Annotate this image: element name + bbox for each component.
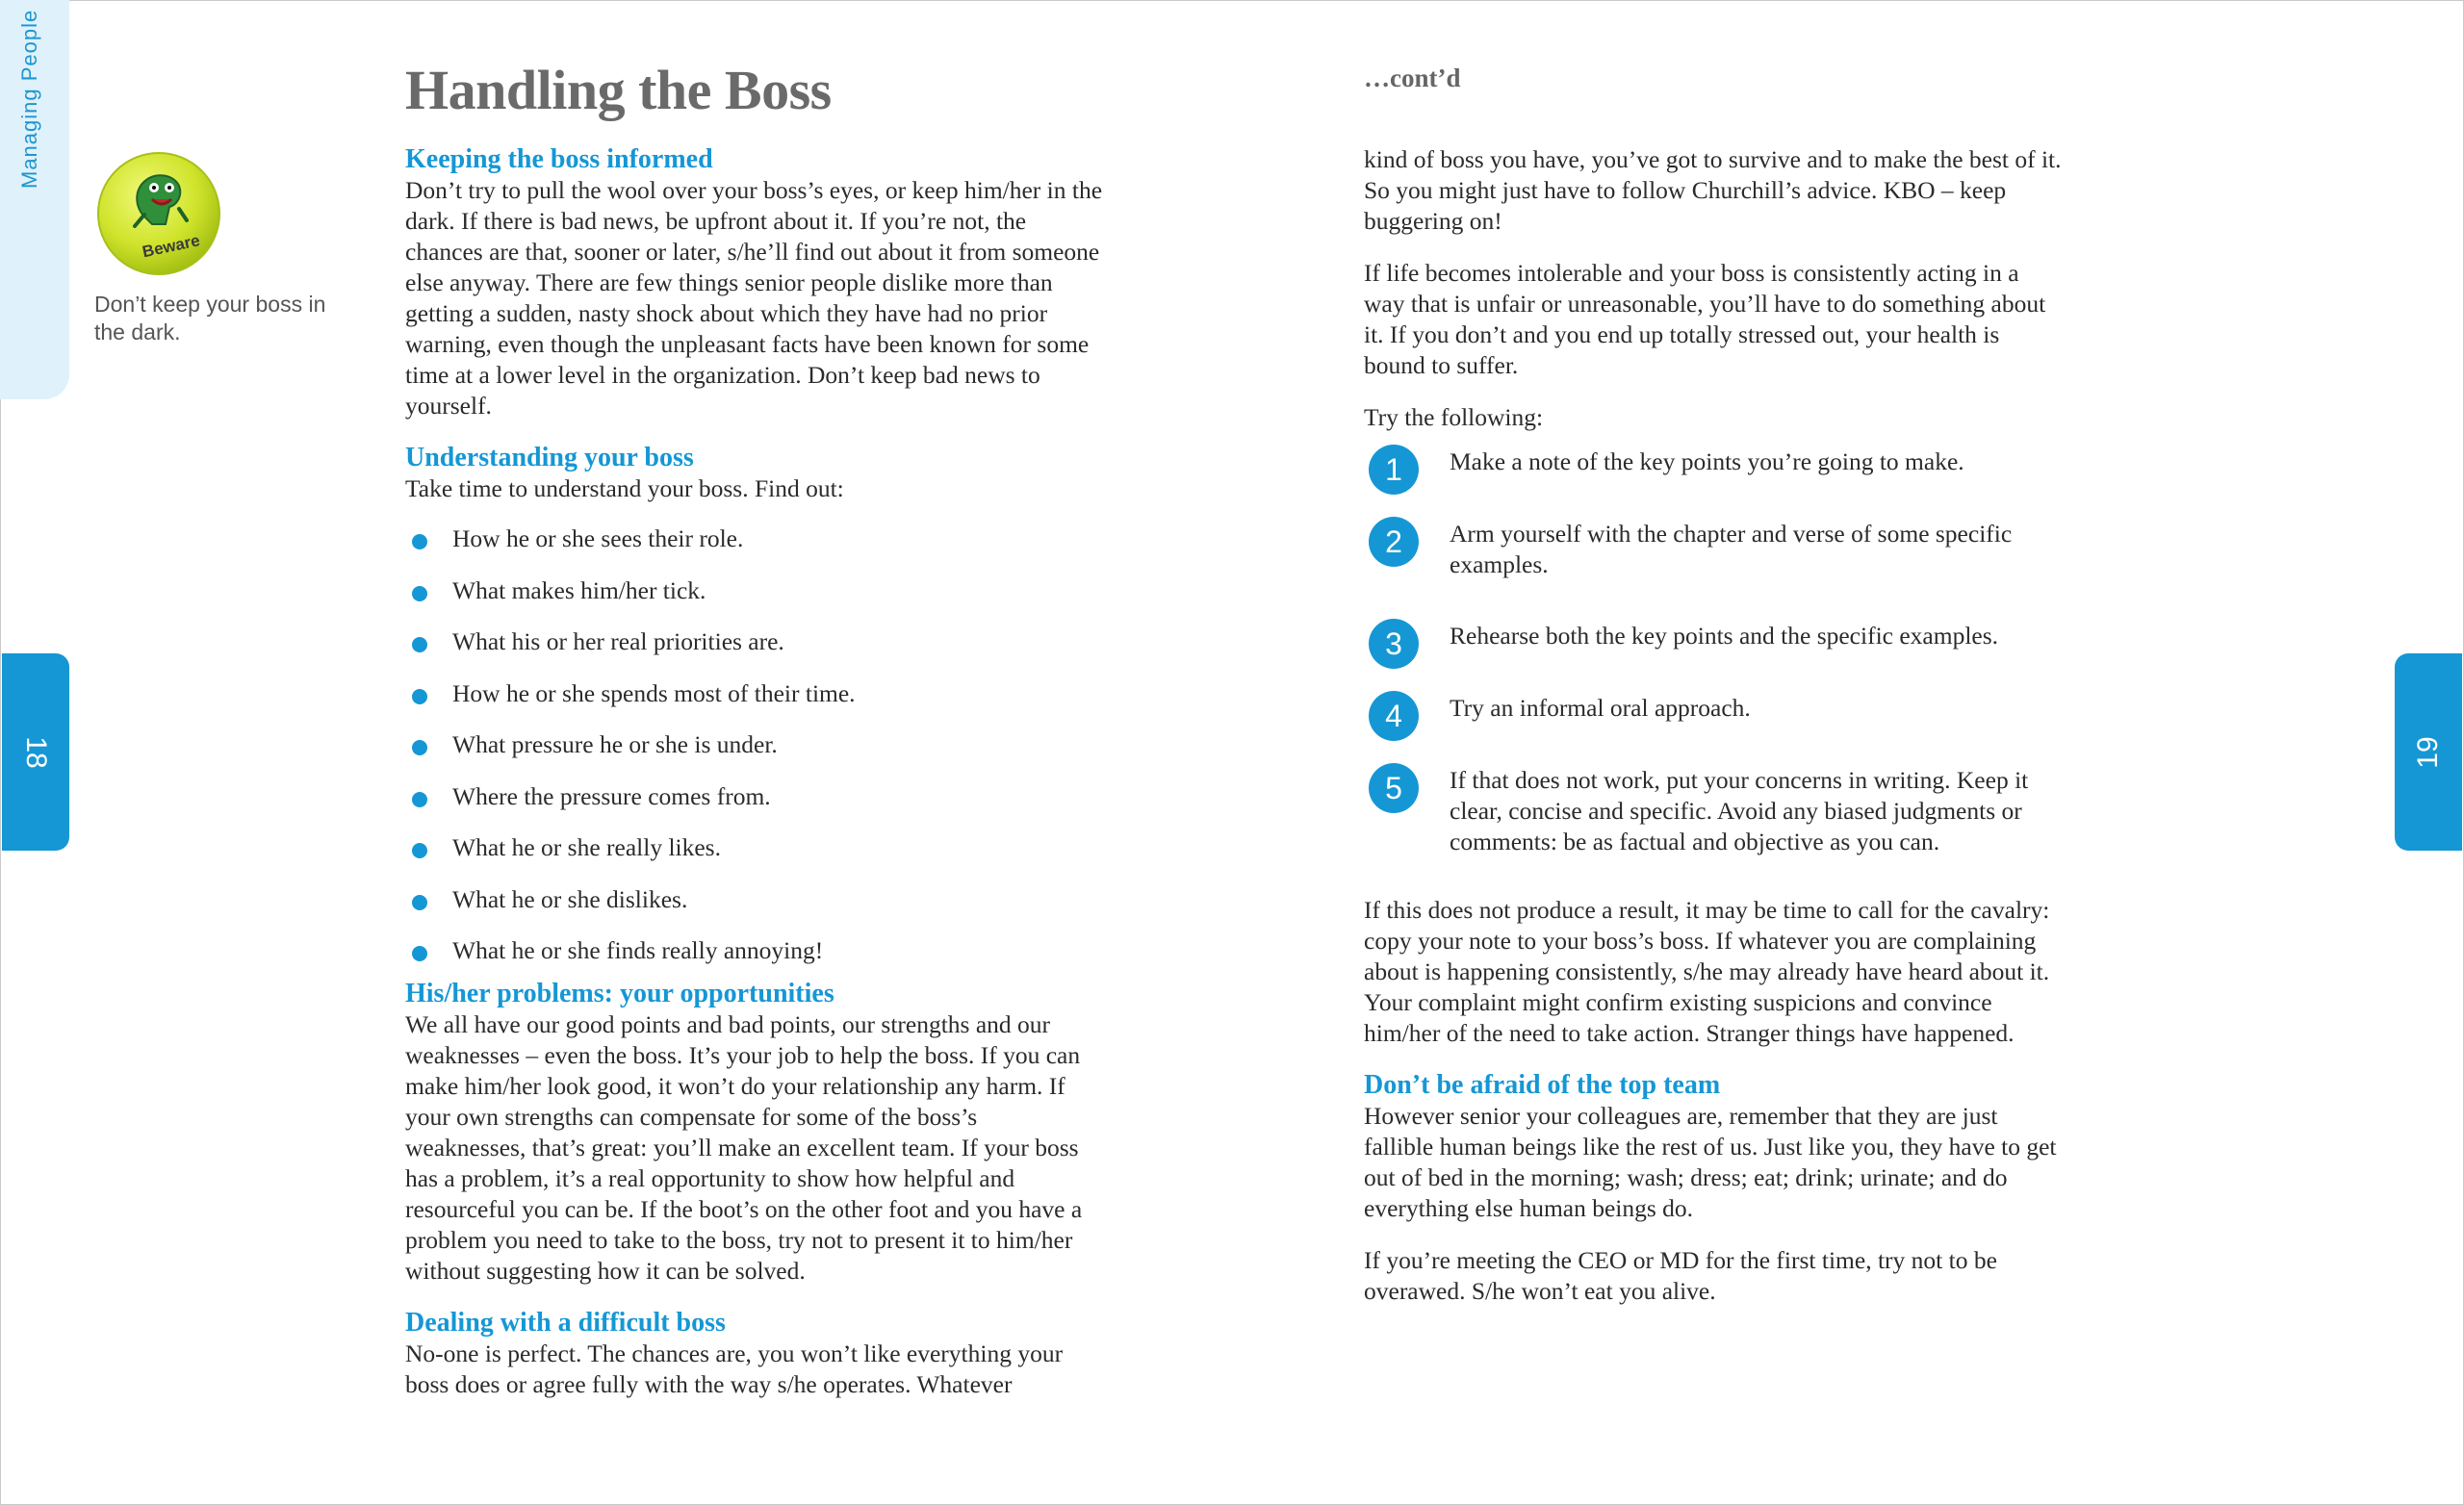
step-text: Arm yourself with the chapter and verse of some specific examples.: [1450, 520, 2013, 578]
paragraph: We all have our good points and bad points, our strengths and our weaknesses – even the boss. It’s your job to help the boss. If you can make him/her look good, it won’t do your relationship any harm. If your own strengths can compensate for some of the boss’s weaknesses, that’s great: you’ll make an excellent team. If your boss has a problem, it’s a real opportunity to show how helpful and resourceful you can be. If the boot’s on the other foot and you have a problem you need to take to the boss, try not to present it to him/her without suggesting how it can be solved.: [405, 1010, 1083, 1285]
page-number-right-tab: [2395, 653, 2462, 851]
bullet-list: [405, 523, 1103, 966]
step-item: [1364, 765, 2062, 857]
list-item: What he or she dislikes.: [405, 884, 1103, 936]
page-number-left: 18: [20, 735, 52, 769]
section-tab: [0, 0, 69, 399]
step-text: Rehearse both the key points and the specific examples.: [1450, 622, 1999, 650]
heading-top-team: Don’t be afraid of the top team: [1364, 1070, 1721, 1100]
step-text: Make a note of the key points you’re going to make.: [1450, 447, 1964, 475]
step-number-badge: 1: [1369, 445, 1419, 495]
heading-keeping-boss-informed: Keeping the boss informed: [405, 144, 713, 174]
right-column: [1364, 144, 2062, 1307]
step-number-badge: 3: [1369, 619, 1419, 669]
heading-understanding-boss: Understanding your boss: [405, 443, 694, 472]
paragraph: Take time to understand your boss. Find out:: [405, 474, 844, 502]
paragraph: kind of boss you have, you’ve got to survive and to make the best of it. So you might just have to follow Churchill’s advice. KBO – keep buggering on!: [1364, 145, 2062, 235]
page-number-right: 19: [2412, 735, 2444, 769]
heading-problems-opportunities: His/her problems: your opportunities: [405, 979, 834, 1008]
beware-label: Beware: [141, 231, 202, 262]
list-item: What his or her real priorities are.: [405, 626, 1103, 678]
list-item: What he or she really likes.: [405, 832, 1103, 884]
paragraph: However senior your colleagues are, remember that they are just fallible human beings like the rest of us. Just like you, they have to get out of bed in the morning; wash; dress; eat; drink; urinate; and do everything else human beings do.: [1364, 1102, 2057, 1222]
beware-caption: Don’t keep your boss in the dark.: [94, 292, 326, 344]
list-item: What he or she finds really annoying!: [405, 935, 1103, 966]
list-item: What pressure he or she is under.: [405, 729, 1103, 781]
paragraph: Don’t try to pull the wool over your boss’s eyes, or keep him/her in the dark. If there is bad news, be upfront about it. If you’re not, the chances are that, sooner or later, s/he’ll find out about it from someone else anyway. There are few things senior people dislike more than getting a sudden, nasty shock about which they have had no prior warning, even though the unpleasant facts have been known for some time at a lower level in the organization. Don’t keep bad news to yourself.: [405, 176, 1103, 420]
paragraph: No-one is perfect. The chances are, you won’t like everything your boss does or agree fully with the way s/he operates. Whatever: [405, 1339, 1064, 1398]
continued-label: …cont’d: [1364, 64, 1461, 92]
numbered-steps: [1364, 446, 2062, 857]
step-number-badge: 2: [1369, 517, 1419, 567]
step-number-badge: 5: [1369, 763, 1419, 813]
step-number-badge: 4: [1369, 691, 1419, 741]
list-item: What makes him/her tick.: [405, 575, 1103, 627]
paragraph: If life becomes intolerable and your boss is consistently acting in a way that is unfair or unreasonable, you’ll have to do something about it. If you don’t and you end up totally stressed out, your health is bound to suffer.: [1364, 259, 2046, 379]
paragraph: Try the following:: [1364, 403, 1544, 431]
list-item: Where the pressure comes from.: [405, 781, 1103, 833]
paragraph: If this does not produce a result, it may be time to call for the cavalry: copy your note to your boss’s boss. If whatever you are complaining about is happening consistently, s/he may already have heard about it. Your complaint might confirm existing suspicions and convince him/her of the need to take action. Stranger things have happened.: [1364, 896, 2050, 1047]
step-text: If that does not work, put your concerns in writing. Keep it clear, concise and specific. Avoid any biased judgments or comments: be as factual and objective as you can.: [1450, 766, 2029, 855]
step-item: [1364, 621, 2062, 659]
step-text: Try an informal oral approach.: [1450, 694, 1751, 722]
beware-icon: [96, 151, 221, 276]
step-item: [1364, 446, 2062, 485]
paragraph: If you’re meeting the CEO or MD for the first time, try not to be overawed. S/he won’t eat you alive.: [1364, 1246, 1997, 1305]
section-tab-label: Managing People: [17, 9, 41, 189]
page-title: Handling the Boss: [405, 59, 832, 121]
left-column: [405, 144, 1103, 1400]
step-item: [1364, 519, 2062, 580]
step-item: [1364, 693, 2062, 731]
page-number-left-tab: [2, 653, 69, 851]
heading-difficult-boss: Dealing with a difficult boss: [405, 1308, 726, 1338]
list-item: How he or she sees their role.: [405, 523, 1103, 575]
list-item: How he or she spends most of their time.: [405, 678, 1103, 730]
